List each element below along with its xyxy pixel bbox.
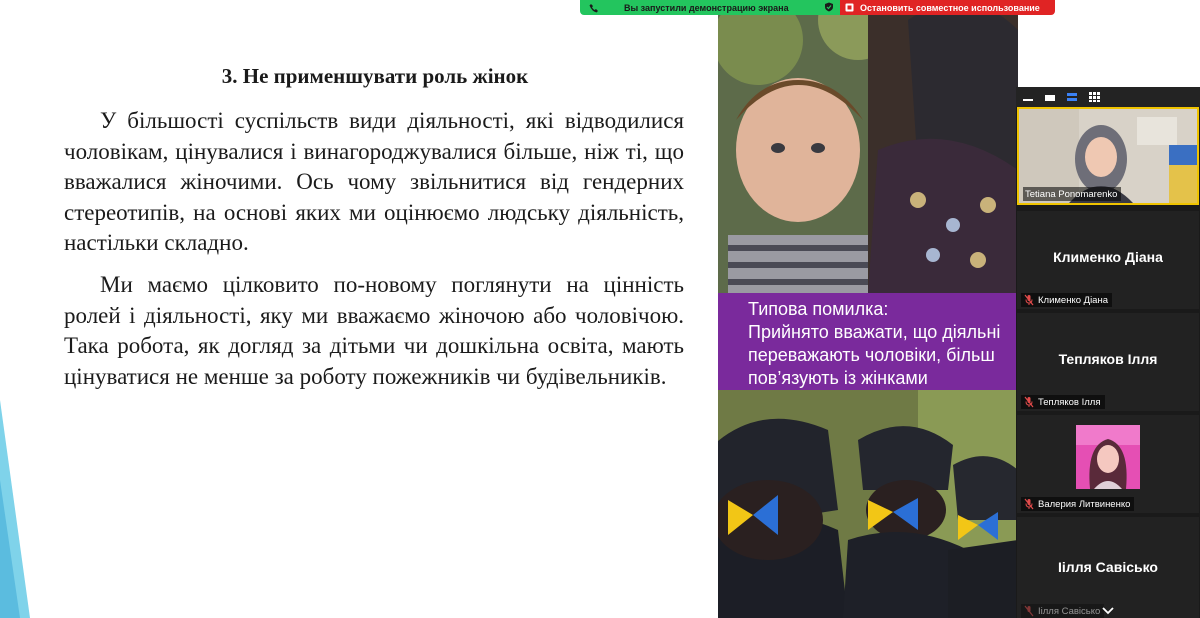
participant-name: Клименко Діана: [1038, 294, 1108, 306]
caption-line-1: Типова помилка:: [748, 299, 889, 319]
participant-tile-4[interactable]: [1017, 415, 1199, 513]
mic-muted-icon: [1023, 294, 1035, 306]
participant-label: [1021, 604, 1104, 618]
sharing-label: Вы запустили демонстрацию экрана: [624, 2, 789, 13]
slide-paragraph-1: У більшості суспільств види діяльності, які відводилися чоловікам, цінувалися і винагороджувалися більше, ніж ті, що вважалися жіночими. Ось чому звільнитися від гендерних стереотипів, на основі яких ми оцінюємо людську діяльність, настільки складно.: [64, 108, 684, 255]
sharing-indicator[interactable]: [580, 0, 840, 15]
participant-label: [1023, 187, 1121, 201]
avatar: [1076, 425, 1140, 489]
participant-display-name: Іілля Савісько: [1058, 559, 1158, 575]
participant-label: [1021, 497, 1134, 511]
participants-gallery: [1016, 87, 1200, 618]
participant-name: Іілля Савісько: [1038, 605, 1101, 617]
participant-name: Тепляков Ілля: [1038, 396, 1101, 408]
stop-sharing-label: Остановить совместное использование: [860, 2, 1040, 13]
strip-view-icon[interactable]: [1066, 92, 1078, 102]
photo-mother-child: [718, 0, 1018, 293]
participant-tile-5[interactable]: [1017, 517, 1199, 618]
mic-muted-icon: [1023, 396, 1035, 408]
photo-police-women: [718, 390, 1018, 618]
minimize-icon[interactable]: [1022, 92, 1034, 102]
mic-muted-icon: [1023, 498, 1035, 510]
screen-share-bar: [580, 0, 1055, 15]
participant-label: [1021, 395, 1105, 409]
slide-title: 3. Не применшувати роль жінок: [221, 64, 529, 88]
caption-line-3: переважають чоловіки, більш: [748, 345, 995, 365]
slide-paragraph-2: Ми маємо цілковито по-новому поглянути на цінність ролей і діяльності, яку ми вважаємо жіночою або чоловічою. Така робота, як догляд за дітьми чи дошкільна освіта, мають цінуватися не менше за роботу пожежників чи будівельників.: [64, 272, 684, 389]
slide-photo-panel: [718, 0, 1018, 618]
participant-display-name: Тепляков Ілля: [1058, 351, 1158, 367]
caption-line-2: Прийнято вважати, що діяльні: [748, 322, 1001, 342]
participant-display-name: Клименко Діана: [1053, 249, 1163, 265]
photo-caption-box: [718, 293, 1018, 390]
participant-tile-2[interactable]: [1017, 211, 1199, 309]
shield-icon: [824, 2, 834, 12]
gallery-toolbar: [1016, 87, 1200, 107]
participant-name: Tetiana Ponomarenko: [1025, 188, 1118, 200]
speaker-view-icon[interactable]: [1044, 92, 1056, 102]
participant-tile-1[interactable]: [1017, 107, 1199, 205]
mic-muted-icon: [1023, 605, 1035, 617]
participant-tile-3[interactable]: [1017, 313, 1199, 411]
gallery-grid-icon[interactable]: [1088, 92, 1100, 102]
slide-accent-shape: [0, 400, 30, 618]
caption-line-4: пов’язують із жінками: [748, 368, 928, 388]
participant-name: Валерия Литвиненко: [1038, 498, 1131, 510]
participant-label: [1021, 293, 1112, 307]
stop-icon: [845, 3, 854, 12]
stop-sharing-button[interactable]: [840, 0, 1055, 15]
chevron-down-icon[interactable]: [1101, 606, 1115, 615]
phone-icon: [588, 2, 600, 14]
